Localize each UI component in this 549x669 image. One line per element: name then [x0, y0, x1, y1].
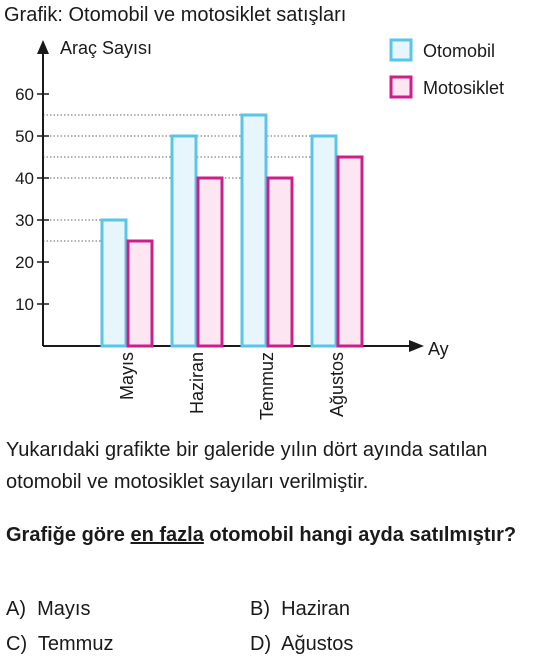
option-c-letter: C) — [6, 633, 28, 655]
x-axis-arrow — [409, 340, 424, 352]
option-c-text: Temmuz — [37, 633, 114, 655]
bar-motosiklet-2 — [198, 178, 222, 346]
y-axis-arrow — [37, 40, 49, 54]
option-d-letter: D) — [250, 633, 272, 655]
y-tick-label: 20 — [15, 253, 34, 272]
option-b-text: Haziran — [281, 598, 351, 620]
x-tick-label: Mayıs — [117, 352, 137, 401]
y-tick-label: 50 — [15, 127, 34, 146]
bar-motosiklet-1 — [128, 241, 152, 346]
y-tick-label: 40 — [15, 169, 34, 188]
question-text — [6, 518, 544, 553]
x-axis-label: Ay — [428, 339, 449, 359]
question-start: Grafiğe göre — [6, 524, 131, 546]
description-paragraph: Yukarıdaki grafikte bir galeride yılın dört ayında satılan otomobil ve motosiklet sayıları verilmiştir. — [6, 439, 488, 493]
bar-motosiklet-3 — [268, 178, 292, 346]
bar-otomobil-2 — [172, 136, 196, 346]
x-tick-label: Ağustos — [327, 352, 347, 418]
question-underlined: en fazla — [130, 524, 204, 546]
option-b-letter: B) — [250, 598, 270, 620]
option-a-text: Mayıs — [37, 598, 91, 620]
option-d-text: Ağustos — [281, 633, 354, 655]
bars — [102, 115, 362, 346]
y-tick-label: 30 — [15, 211, 34, 230]
y-tick-label: 10 — [15, 295, 34, 314]
x-tick-labels — [117, 352, 347, 420]
x-tick-label: Haziran — [187, 352, 207, 415]
x-tick-label: Temmuz — [257, 352, 277, 421]
legend-swatch-otomobil — [391, 40, 411, 60]
chart-title: Grafik: Otomobil ve motosiklet satışları — [4, 4, 347, 26]
bar-otomobil-4 — [312, 136, 336, 346]
legend-label-motosiklet: Motosiklet — [423, 78, 505, 98]
legend-swatch-motosiklet — [391, 77, 411, 97]
bar-otomobil-3 — [242, 115, 266, 346]
bar-otomobil-1 — [102, 220, 126, 346]
legend — [391, 40, 504, 98]
bar-motosiklet-4 — [338, 157, 362, 346]
option-b[interactable] — [250, 598, 350, 621]
option-a-letter: A) — [6, 598, 26, 620]
legend-label-otomobil: Otomobil — [423, 41, 496, 61]
y-axis-label: Araç Sayısı — [60, 38, 153, 58]
question-end: otomobil hangi ayda satılmıştır? — [203, 524, 517, 546]
option-c[interactable] — [6, 633, 113, 656]
option-a[interactable] — [6, 598, 90, 621]
y-tick-label: 60 — [15, 85, 34, 104]
option-d[interactable] — [250, 633, 353, 656]
